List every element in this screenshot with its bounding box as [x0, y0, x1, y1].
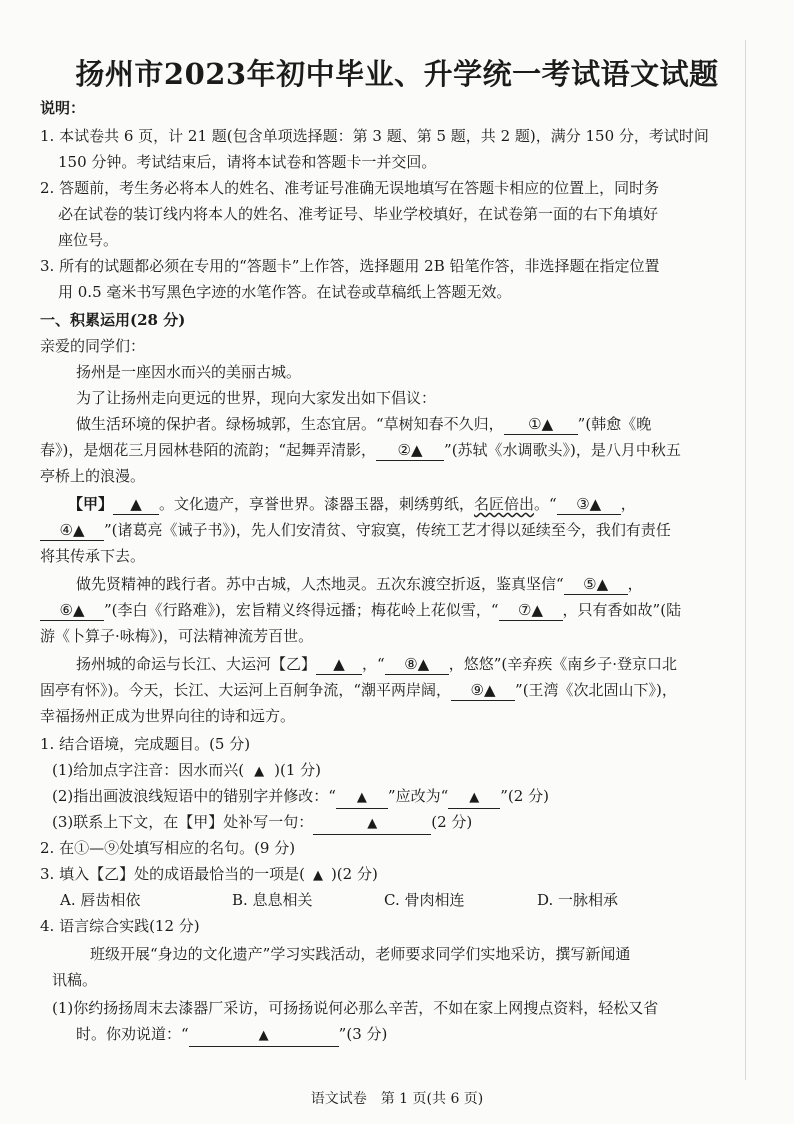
instruction-2-line-3: 座位号。	[58, 231, 119, 249]
instruction-3-line-1: 3. 所有的试题都必须在专用的“答题卡”上作答，选择题用 2B 铅笔作答，非选择题在指定位置	[40, 257, 660, 275]
marker-jia: 【甲】	[68, 495, 114, 513]
text: ”(苏轼《水调歌头》)，是八月中秋五	[444, 441, 681, 459]
text: ”(诸葛亮《诫子书》)，先人们安清贫、守寂寞，传统工艺才得以延续至今，我们有责任	[104, 521, 671, 539]
text: 做先贤精神的践行者。苏中古城，人杰地灵。五次东渡空折返，鉴真坚信“	[76, 575, 564, 593]
instruction-3-line-2: 用 0.5 毫米书写黑色字迹的水笔作答。在试卷或草稿纸上答题无效。	[58, 283, 512, 301]
text: ”(李白《行路难》)，宏旨精义终得远播；梅花岭上花似雪，“	[104, 601, 499, 619]
blank-4[interactable]: ④▲	[40, 520, 104, 541]
text: )(1 分)	[274, 761, 321, 779]
blank-jia[interactable]: ▲	[113, 494, 159, 515]
text: (3)联系上下文，在【甲】处补写一句：	[52, 813, 314, 831]
question-4-1-line-2	[76, 1024, 387, 1047]
text: ”(3 分)	[338, 1025, 388, 1043]
text: ”(2 分)	[500, 787, 549, 805]
section-1-heading: 一、积累运用(28 分)	[40, 311, 186, 329]
text: 春》)，是烟花三月园林巷陌的流韵；“起舞弄清影，	[40, 441, 377, 459]
option-c[interactable]: C. 骨肉相连	[384, 891, 465, 909]
question-4-intro-line-2: 讯稿。	[52, 971, 98, 989]
question-1-3	[52, 812, 472, 835]
letter-paragraph-4-line-3: 将其传承下去。	[40, 547, 146, 565]
dotted-character: 兴	[223, 761, 239, 779]
answer-blank-persuade[interactable]: ▲	[189, 1026, 339, 1047]
question-1: 1. 结合语境，完成题目。(5 分)	[40, 735, 251, 753]
letter-paragraph-5-line-1	[76, 574, 643, 595]
text: ”(韩愈《晚	[577, 415, 652, 433]
blank-8[interactable]: ⑧▲	[385, 654, 449, 675]
question-2: 2. 在①—⑨处填写相应的名句。(9 分)	[40, 839, 296, 857]
answer-blank-correct-char[interactable]: ▲	[448, 788, 500, 809]
instruction-1-line-1: 1. 本试卷共 6 页，计 21 题(包含单项选择题：第 3 题、第 5 题，共 2 题)，满分 150 分，考试时间	[40, 127, 709, 145]
blank-5[interactable]: ⑤▲	[564, 574, 628, 595]
question-3	[40, 864, 378, 886]
letter-paragraph-6-line-1	[76, 654, 677, 675]
text: ，只有香如故”(陆	[562, 601, 682, 619]
question-4-1-line-1: (1)你约扬扬周末去漆器厂采访，可扬扬说何必那么辛苦，不如在家上网搜点资料，轻松又省	[52, 999, 659, 1017]
text: 。文化遗产，享誉世界。漆器玉器，刺绣剪纸，	[159, 495, 475, 513]
letter-paragraph-4-line-2	[40, 520, 671, 541]
text: (2 分)	[431, 813, 473, 831]
question-4-intro-line-1: 班级开展“身边的文化遗产”学习实践活动，老师要求同学们实地采访，撰写新闻通	[90, 945, 631, 963]
letter-paragraph-1: 扬州是一座因水而兴的美丽古城。	[76, 363, 302, 381]
text: ，	[620, 495, 636, 513]
answer-marker[interactable]: ▲	[312, 868, 323, 883]
question-1-2	[52, 786, 549, 809]
instructions-heading: 说明：	[40, 99, 86, 117]
question-1-1	[52, 760, 321, 782]
text: 扬州城的命运与长江、大运河【乙】	[76, 655, 317, 673]
text: ，“	[362, 655, 385, 673]
text: ”应改为“	[387, 787, 449, 805]
text: (2)指出画波浪线短语中的错别字并修改：“	[52, 787, 336, 805]
option-b[interactable]: B. 息息相关	[232, 891, 313, 909]
text: ”(王湾《次北固山下》)，	[515, 681, 677, 699]
letter-paragraph-6-line-3: 幸福扬州正成为世界向往的诗和远方。	[40, 707, 296, 725]
letter-paragraph-3-line-2	[40, 440, 681, 461]
instruction-1-line-2: 150 分钟。考试结束后，请将本试卷和答题卡一并交回。	[58, 153, 437, 171]
blank-yi[interactable]: ▲	[316, 654, 362, 675]
letter-greeting: 亲爱的同学们：	[40, 337, 146, 355]
answer-marker[interactable]: ▲	[254, 764, 265, 779]
text: (	[238, 761, 245, 779]
answer-blank-wrong-char[interactable]: ▲	[336, 788, 388, 809]
text: ，	[627, 575, 643, 593]
letter-paragraph-2: 为了让扬州走向更远的世界，现向大家发出如下倡议：	[76, 389, 437, 407]
letter-paragraph-5-line-2	[40, 600, 681, 621]
exam-title: 扬州市2023年初中毕业、升学统一考试语文试题	[75, 57, 719, 91]
letter-paragraph-3-line-1	[76, 414, 651, 435]
text: 做生活环境的保护者。绿杨城郭，生态宜居。“草树知春不久归，	[76, 415, 504, 433]
letter-paragraph-3-line-3: 亭桥上的浪漫。	[40, 467, 146, 485]
blank-9[interactable]: ⑨▲	[451, 680, 515, 701]
text: 时。你劝说道：“	[76, 1025, 189, 1043]
blank-6[interactable]: ⑥▲	[40, 600, 104, 621]
text: 3. 填入【乙】处的成语最恰当的一项是(	[40, 865, 305, 883]
text: ，悠悠”(辛弃疾《南乡子·登京口北	[448, 655, 677, 673]
question-4: 4. 语言综合实践(12 分)	[40, 917, 200, 935]
option-a[interactable]: A. 唇齿相依	[60, 891, 141, 909]
blank-1[interactable]: ①▲	[504, 414, 578, 435]
text: 。“	[534, 495, 557, 513]
page-edge-shadow	[745, 40, 746, 1080]
answer-blank-jia[interactable]: ▲	[313, 814, 431, 835]
wavy-underlined-phrase: 名匠倍出	[474, 495, 535, 513]
text: 固亭有怀》)。今天，长江、大运河上百舸争流，“潮平两岸阔，	[40, 681, 452, 699]
instruction-2-line-1: 2. 答题前，考生务必将本人的姓名、准考证号准确无误地填写在答题卡相应的位置上，同时务	[40, 179, 660, 197]
text: (1)给加点字注音：因水而	[52, 761, 224, 779]
text: )(2 分)	[330, 865, 378, 883]
blank-2[interactable]: ②▲	[376, 440, 444, 461]
instruction-2-line-2: 必在试卷的装订线内将本人的姓名、准考证号、毕业学校填好，在试卷第一面的右下角填好	[58, 205, 659, 223]
page-footer: 语文试卷 第 1 页(共 6 页)	[310, 1091, 484, 1107]
letter-paragraph-4-line-1	[68, 494, 636, 515]
option-d[interactable]: D. 一脉相承	[537, 891, 619, 909]
blank-7[interactable]: ⑦▲	[499, 600, 563, 621]
letter-paragraph-5-line-3: 游《卜算子·咏梅》)，可法精神流芳百世。	[40, 627, 314, 645]
blank-3[interactable]: ③▲	[557, 494, 621, 515]
letter-paragraph-6-line-2	[40, 680, 677, 701]
